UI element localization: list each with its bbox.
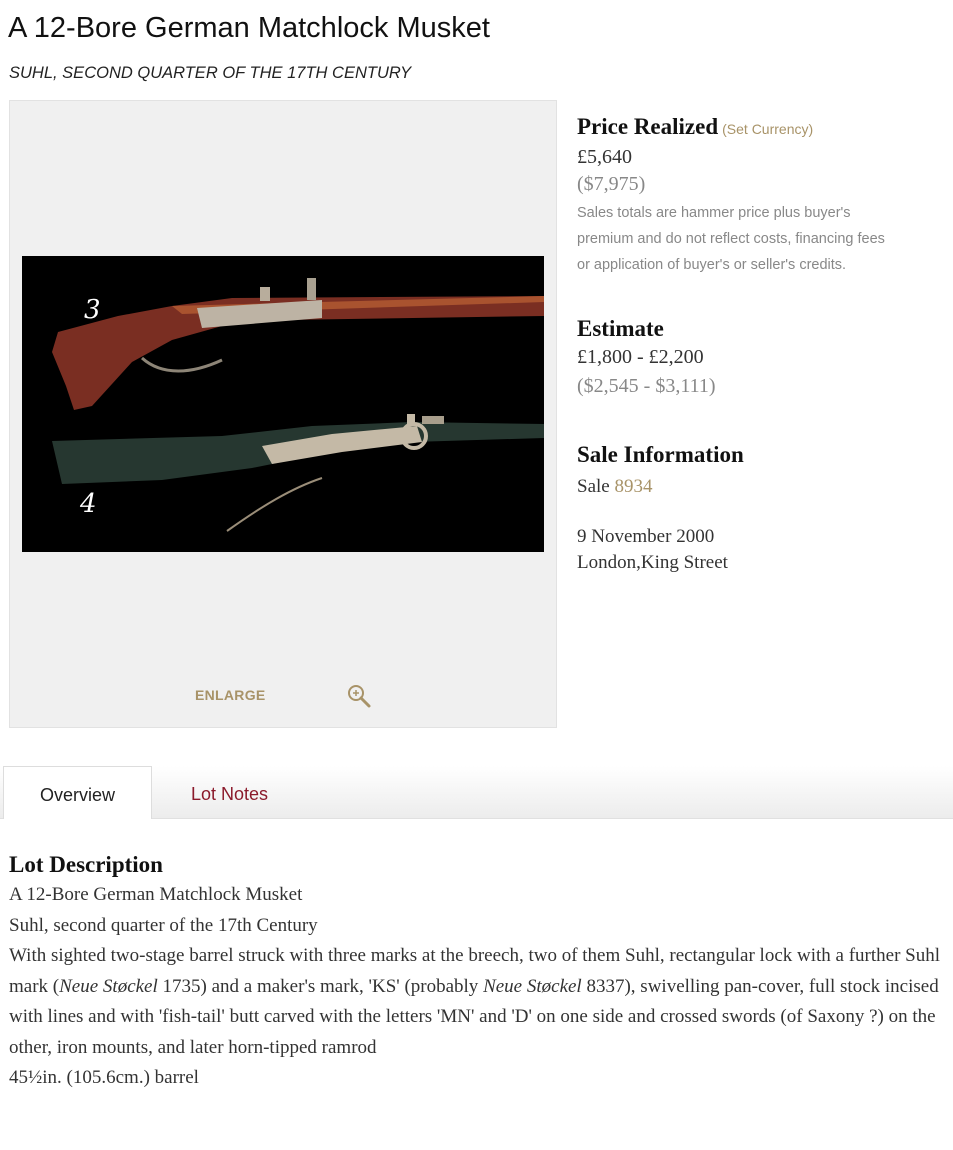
set-currency-link[interactable]: (Set Currency) xyxy=(722,121,814,137)
price-disclaimer: Sales totals are hammer price plus buyer's premium and do not reflect costs, financing fees or application of buyer's or seller's credits. xyxy=(577,205,885,273)
estimate-value: £1,800 - £2,200 xyxy=(577,346,704,368)
image-panel xyxy=(9,100,557,728)
sale-info-section xyxy=(577,442,917,576)
sale-prefix: Sale xyxy=(577,476,615,497)
lot-description-heading: Lot Description xyxy=(9,852,163,877)
description-body-c: 8337), swivelling pan-cover, full stock incised with lines and with 'fish-tail' butt carved with the letters 'MN' and 'D' on one side and crossed swords (of Saxony ?) on the other, iron mounts, and later horn-tipped ramrod xyxy=(9,975,939,1058)
estimate-section xyxy=(577,316,917,398)
musket-photo-svg xyxy=(22,256,544,552)
sale-date: 9 November 2000 xyxy=(577,526,715,547)
magnifier-zoom-icon[interactable] xyxy=(346,683,372,709)
sale-number-line xyxy=(577,474,917,500)
tabs-bar xyxy=(0,766,953,819)
description-body-b: 1735) and a maker's mark, 'KS' (probably xyxy=(157,975,484,997)
estimate-heading: Estimate xyxy=(577,316,664,341)
enlarge-link[interactable]: ENLARGE xyxy=(195,687,266,703)
price-realized-usd: ($7,975) xyxy=(577,173,646,195)
price-realized-value: £5,640 xyxy=(577,146,632,168)
description-line1: A 12-Bore German Matchlock Musket xyxy=(9,884,303,905)
price-realized-label: Price Realized xyxy=(577,114,719,139)
lot-description-text xyxy=(9,880,944,1094)
sale-number-link[interactable]: 8934 xyxy=(614,476,653,497)
estimate-usd: ($2,545 - $3,111) xyxy=(577,375,716,397)
tab-lot-notes[interactable]: Lot Notes xyxy=(190,784,269,804)
lot-sidebar xyxy=(577,114,917,576)
description-body-a: With sighted two-stage barrel struck with three marks at the breech, two of them Suhl, rectangular lock with a further Suhl mark ( xyxy=(9,945,941,997)
sale-location: London,King Street xyxy=(577,552,728,573)
lot-description xyxy=(9,852,944,1094)
description-line2: Suhl, second quarter of the 17th Century xyxy=(9,914,318,936)
price-section xyxy=(577,114,917,278)
photo-number-3: 3 xyxy=(84,295,101,325)
tab-overview[interactable]: Overview xyxy=(3,766,152,819)
photo-number-4: 4 xyxy=(80,489,97,519)
page-title: A 12-Bore German Matchlock Musket xyxy=(8,12,490,44)
sale-info-heading: Sale Information xyxy=(577,442,744,467)
price-realized-heading xyxy=(577,114,917,140)
description-ref2: Neue Støckel xyxy=(483,975,582,997)
lot-photo[interactable] xyxy=(22,256,544,552)
description-measure: 45½in. (105.6cm.) barrel xyxy=(9,1067,199,1088)
description-ref1: Neue Støckel xyxy=(59,975,158,997)
page-subtitle: SUHL, SECOND QUARTER OF THE 17TH CENTURY xyxy=(9,64,412,82)
